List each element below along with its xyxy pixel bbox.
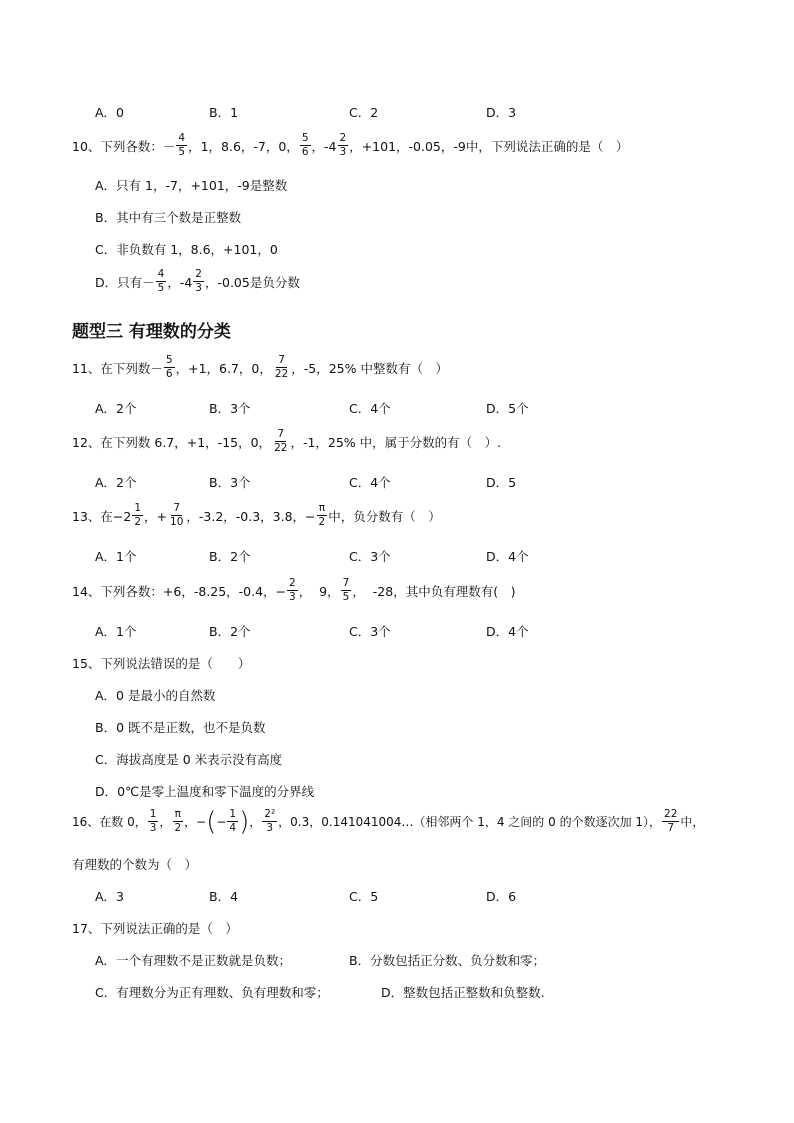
q11-option-c: C．4个 (349, 401, 391, 416)
fraction (272, 428, 289, 455)
q16-option-a: A．3 (95, 889, 125, 904)
q14-option-a: A．1个 (95, 624, 137, 639)
q15-stem: 15、下列说法错误的是（ ） (72, 656, 251, 671)
denominator: 22 (274, 368, 289, 380)
denominator: 5 (157, 282, 165, 294)
fraction (227, 808, 238, 835)
q10-option-d-text: D．只有－ (95, 274, 155, 290)
denominator: 3 (339, 146, 347, 158)
fraction (168, 502, 185, 529)
q14-text: ， -28，其中负有理数有( ) (352, 583, 516, 599)
q12-options (95, 473, 745, 491)
denominator: 7 (667, 822, 675, 834)
q11-option-d: D．5个 (486, 401, 529, 416)
numerator: 2 (339, 132, 347, 144)
q11-option-b: B．3个 (209, 401, 251, 416)
denominator: 10 (170, 516, 184, 528)
q14-text: 14、下列各数：+6，-8.25，-0.4，− (72, 583, 287, 599)
q17-option-a: A．一个有理数不是正数就是负数； (95, 953, 292, 968)
denominator: 3 (149, 822, 157, 834)
denominator: 5 (178, 146, 186, 158)
numerator: 2 (289, 577, 296, 589)
q12-text: 12、在下列数 6.7，+1，-15，0， (72, 434, 272, 450)
numerator: π (318, 502, 326, 514)
numerator: 2² (264, 808, 276, 820)
q11-stem (72, 354, 754, 381)
q17-option-c: C．有理数分为正有理数、负有理数和零； (95, 985, 329, 1000)
q9-options (95, 103, 745, 121)
q14-option-b: B．2个 (209, 624, 251, 639)
q10-text: 10、下列各数：－ (72, 138, 176, 154)
q12-option-b: B．3个 (209, 475, 251, 490)
denominator: 2 (134, 516, 142, 528)
fraction (662, 808, 679, 835)
q10-text: ，1，8.6，-7，0， (188, 138, 299, 154)
fraction (156, 268, 167, 295)
q12-option-c: C．4个 (349, 475, 391, 490)
q11-text: 11、在下列数－ (72, 360, 163, 376)
fraction (193, 268, 204, 295)
numerator: 1 (229, 808, 237, 820)
q14-option-c: C．3个 (349, 624, 391, 639)
q10-text: ，+101，-0.05，-9中，下列说法正确的是（ ） (349, 138, 629, 154)
q11-option-a: A．2个 (95, 401, 137, 416)
q9-option-c: C．2 (349, 105, 379, 120)
fraction (148, 808, 159, 835)
q13-options (95, 547, 745, 565)
numerator: 7 (278, 354, 285, 366)
denominator: 5 (342, 591, 350, 603)
q15-option-a: A．0 是最小的自然数 (95, 688, 216, 703)
fraction (176, 132, 187, 159)
q10-option-d-text: ，-4 (167, 274, 193, 290)
numerator: 2 (195, 268, 202, 280)
q16-text: 中， (680, 815, 705, 829)
numerator: 1 (134, 502, 142, 514)
q10-stem (72, 132, 754, 159)
q11-options (95, 399, 745, 417)
q16-options (95, 887, 745, 905)
q16-option-d: D．6 (486, 889, 517, 904)
numerator: 4 (178, 132, 186, 144)
fraction (172, 808, 183, 835)
q13-text: 中，负分数有（ ） (328, 508, 441, 524)
q10-option-d-text: ，-0.05是负分数 (204, 274, 300, 290)
section-heading: 题型三 有理数的分类 (72, 322, 231, 342)
q10-option-c: C．非负数有 1，8.6，+101，0 (95, 242, 278, 257)
q16-option-b: B．4 (209, 889, 239, 904)
numerator: 7 (277, 428, 285, 440)
minus-sign: − (216, 814, 227, 829)
q16-text: ， (159, 815, 172, 829)
q13-text: 13、在−2 (72, 508, 132, 524)
q16-stem (72, 808, 754, 835)
denominator: 3 (195, 282, 202, 294)
q16-text: ，0.3，0.141041004…（相邻两个 1，4 之间的 0 的个数逐次加 1）， (278, 815, 662, 829)
denominator: 6 (165, 368, 173, 380)
q17-option-d: D．整数包括正整数和负整数. (381, 985, 545, 1000)
q16-stem-line2: 有理数的个数为（ ） (72, 857, 198, 872)
numerator: 1 (149, 808, 157, 820)
fraction (341, 577, 352, 604)
q13-text: ，-3.2，-0.3，3.8，− (186, 508, 316, 524)
q13-option-a: A．1个 (95, 549, 137, 564)
numerator: π (174, 808, 181, 820)
numerator: 7 (173, 502, 181, 514)
fraction (300, 132, 311, 159)
fraction (273, 354, 290, 381)
numerator: 5 (301, 132, 309, 144)
denominator: 6 (301, 146, 309, 158)
q10-option-b: B．其中有三个数是正整数 (95, 210, 242, 225)
right-paren: ) (239, 806, 250, 837)
q16-text: 16、在数 0， (72, 815, 147, 829)
q10-text: ，-4 (311, 138, 337, 154)
denominator: 2 (174, 822, 182, 834)
q9-option-b: B．1 (209, 105, 239, 120)
q12-text: ，-1，25% 中，属于分数的有（ ）. (290, 434, 502, 450)
q10-option-d (95, 268, 300, 295)
q17-option-b: B．分数包括正分数、负分数和零； (349, 953, 546, 968)
q14-text: ， 9， (298, 583, 340, 599)
fraction (317, 502, 328, 529)
q13-stem (72, 502, 754, 529)
q11-text: ，-5，25% 中整数有（ ） (291, 360, 448, 376)
q14-stem (72, 577, 754, 604)
q14-option-d: D．4个 (486, 624, 529, 639)
denominator: 3 (266, 822, 274, 834)
q13-option-d: D．4个 (486, 549, 529, 564)
q12-stem (72, 428, 754, 455)
left-paren: ( (206, 806, 217, 837)
q16-option-c: C．5 (349, 889, 379, 904)
q17-stem: 17、下列说法正确的是（ ） (72, 921, 238, 936)
denominator: 22 (274, 442, 288, 454)
q10-option-a: A．只有 1，-7，+101，-9是整数 (95, 178, 288, 193)
denominator: 4 (229, 822, 237, 834)
q15-option-c: C．海拔高度是 0 米表示没有高度 (95, 752, 283, 767)
q14-options (95, 622, 745, 640)
fraction (164, 354, 175, 381)
q15-option-b: B．0 既不是正数，也不是负数 (95, 720, 266, 735)
fraction (287, 577, 298, 604)
numerator: 5 (165, 354, 173, 366)
numerator: 4 (157, 268, 165, 280)
numerator: 7 (342, 577, 350, 589)
q16-text: ， (249, 815, 262, 829)
q11-text: ，+1，6.7，0， (175, 360, 272, 376)
q16-text: ，− (184, 815, 207, 829)
q15-option-d: D．0℃是零上温度和零下温度的分界线 (95, 784, 315, 799)
denominator: 2 (318, 516, 326, 528)
q12-option-d: D．5 (486, 475, 517, 490)
q13-text: ，+ (144, 508, 168, 524)
fraction (132, 502, 143, 529)
q13-option-c: C．3个 (349, 549, 391, 564)
denominator: 3 (289, 591, 296, 603)
q9-option-d: D．3 (486, 105, 517, 120)
q13-option-b: B．2个 (209, 549, 251, 564)
q12-option-a: A．2个 (95, 475, 137, 490)
q9-option-a: A．0 (95, 105, 125, 120)
fraction (262, 808, 277, 835)
fraction (338, 132, 349, 159)
numerator: 22 (664, 808, 678, 820)
